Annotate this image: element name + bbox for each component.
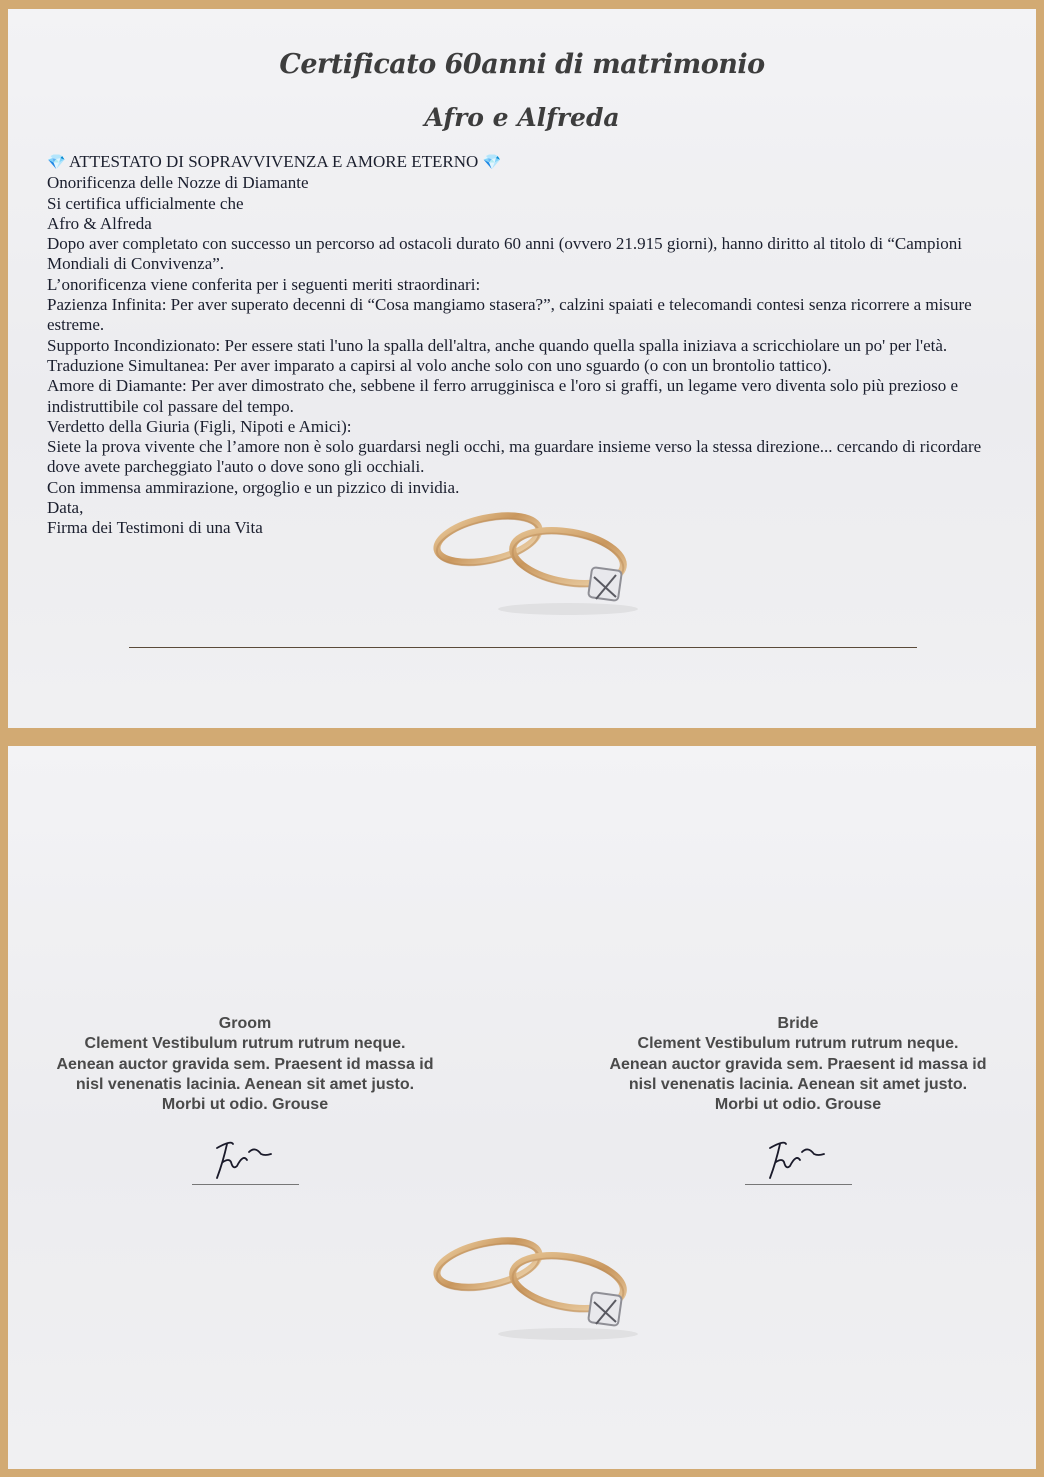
groom-role-label: Groom [218, 1015, 272, 1032]
bride-text: Clement Vestibulum rutrum rutrum neque. Aenean auctor gravida sem. Praesent id massa id nisl venenatis lacinia. Aenean sit amet justo. Morbi ut odio. Grouse [609, 1035, 987, 1114]
couple-line: Afro & Alfreda [47, 213, 152, 233]
certify-line: Si certifica ufficialmente che [47, 193, 244, 213]
honor-line: Onorificenza delle Nozze di Diamante [47, 173, 309, 193]
bride-signature-scribble [756, 1132, 836, 1184]
merit-support: Supporto Incondizionato: Per essere stati l'uno la spalla dell'altra, anche quando quella spalla iniziava a scricchiolare un po' per l'età. [47, 335, 948, 355]
bride-role-label: Bride [777, 1015, 819, 1032]
gem-icon: 💎 [47, 155, 66, 171]
certificate-back [8, 746, 1036, 1469]
date-label: Data, [47, 498, 84, 518]
groom-signature-block [55, 1014, 435, 1115]
certificate-front [8, 9, 1036, 728]
merit-patience: Pazienza Infinita: Per aver superato decenni di “Cosa mangiamo stasera?”, calzini spaiati e telecomandi contesi senza ricorrere a misure estreme. [47, 295, 972, 335]
bride-signature-line [745, 1184, 852, 1185]
signature-label: Firma dei Testimoni di una Vita [47, 518, 263, 538]
couple-names-title: Afro e Alfreda [424, 103, 620, 132]
signature-line [129, 647, 917, 648]
groom-text: Clement Vestibulum rutrum rutrum neque. Aenean auctor gravida sem. Praesent id massa id nisl venenatis lacinia. Aenean sit amet justo. Morbi ut odio. Grouse [56, 1035, 434, 1114]
gem-icon: 💎 [482, 155, 502, 171]
wedding-rings-image [418, 1224, 648, 1344]
bride-signature-block [608, 1014, 988, 1115]
certificate-heading: ATTESTATO DI SOPRAVVIVENZA E AMORE ETERNO [69, 152, 479, 171]
intro-paragraph: Dopo aver completato con successo un percorso ad ostacoli durato 60 anni (ovvero 21.915 giorni), hanno diritto al titolo di “Campioni Mondiali di Convivenza”. [47, 234, 962, 274]
certificate-heading-line [47, 152, 997, 173]
merits-intro: L’onorificenza viene conferita per i seguenti meriti straordinari: [47, 274, 481, 294]
verdict-paragraph: Siete la prova vivente che l’amore non è solo guardarsi negli occhi, ma guardare insieme verso la stessa direzione... cercando di ricordare dove avete parcheggiato l'auto o dove sono gli occhiali. [47, 437, 982, 477]
closing-line: Con immensa ammirazione, orgoglio e un pizzico di invidia. [47, 477, 460, 497]
groom-signature-line [192, 1184, 299, 1185]
certificate-body [47, 152, 997, 539]
groom-signature-scribble [203, 1132, 283, 1184]
certificate-title: Certificato 60anni di matrimonio [279, 49, 765, 80]
verdict-heading: Verdetto della Giuria (Figli, Nipoti e Amici): [47, 416, 352, 436]
merit-translation: Traduzione Simultanea: Per aver imparato a capirsi al volo anche solo con uno sguardo (o con un brontolio tattico). [47, 355, 832, 375]
merit-diamond: Amore di Diamante: Per aver dimostrato che, sebbene il ferro arrugginisca e l'oro si graffi, un legame vero diventa solo più prezioso e indistruttibile col passare del tempo. [47, 376, 959, 416]
